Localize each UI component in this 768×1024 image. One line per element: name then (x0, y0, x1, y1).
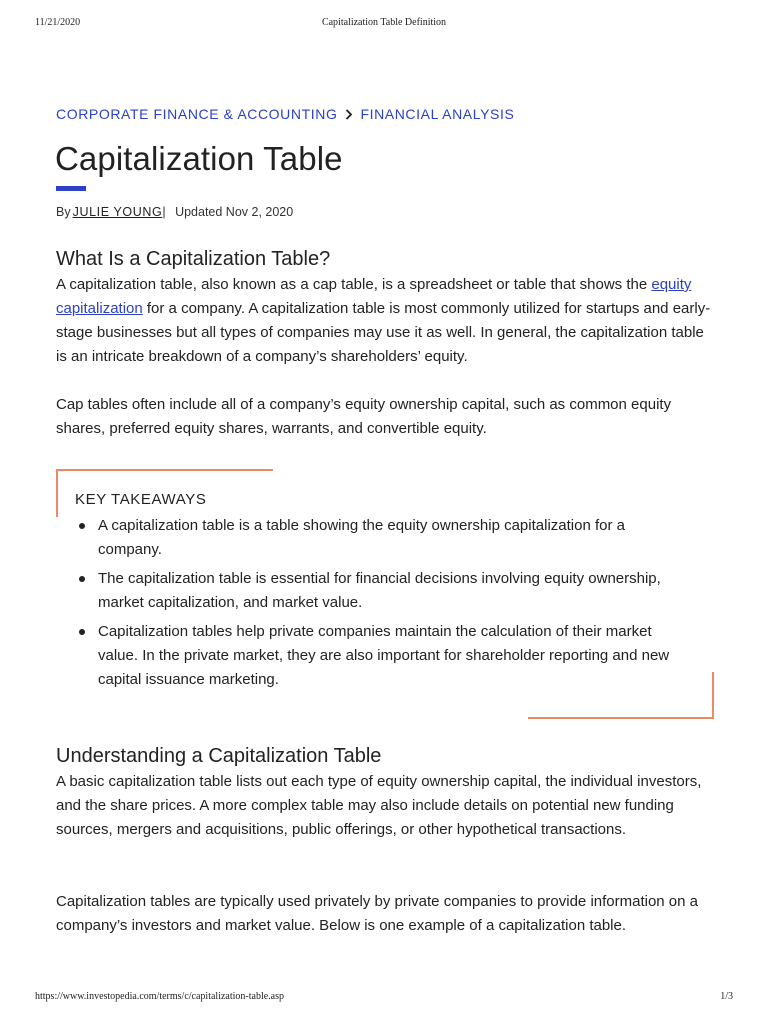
page-number: 1/3 (720, 991, 733, 1002)
list-item-text: Capitalization tables help private companies maintain the calculation of their market value. In the private market, they are also important for shareholder reporting and new capital issuance marketing. (98, 623, 670, 688)
list-item-text: A capitalization table is a table showing the equity ownership capitalization for a company. (98, 517, 625, 558)
section-heading-understanding: Understanding a Capitalization Table (56, 745, 382, 767)
print-url: https://www.investopedia.com/terms/c/capitalization-table.asp (35, 991, 285, 1002)
title-underline (56, 186, 86, 191)
takeaways-border-right (712, 672, 714, 719)
list-item (98, 620, 678, 692)
updated-date: Updated Nov 2, 2020 (175, 205, 294, 219)
section-heading-what-is: What Is a Capitalization Table? (56, 248, 331, 270)
paragraph-basic-table: A basic capitalization table lists out each type of equity ownership capital, the individual investors, and the share prices. A more complex table may also include details on potential new funding sources, mergers and acquisitions, public offerings, or other hypothetical transactions. (56, 773, 702, 838)
byline-divider: | (162, 205, 166, 219)
byline (56, 205, 293, 219)
bullet-icon (79, 576, 85, 582)
takeaways-border-left (56, 469, 58, 517)
print-footer (0, 991, 768, 1005)
paragraph-text: A capitalization table, also known as a cap table, is a spreadsheet or table that shows the (56, 276, 652, 293)
list-item (98, 514, 678, 562)
page-title: Capitalization Table (55, 140, 343, 177)
paragraph-definition (56, 273, 716, 369)
print-date: 11/21/2020 (35, 17, 81, 28)
key-takeaways-list (98, 514, 678, 697)
print-header (0, 17, 768, 31)
takeaways-border-top (56, 469, 273, 471)
author-link[interactable]: JULIE YOUNG (72, 205, 163, 219)
bullet-icon (79, 523, 85, 529)
list-item-text: The capitalization table is essential for financial decisions involving equity ownership, market capitalization, and market value. (98, 570, 661, 611)
breadcrumb-item-financial-analysis[interactable]: FINANCIAL ANALYSIS (360, 106, 515, 122)
paragraph-cap-tables-include: Cap tables often include all of a company’s equity ownership capital, such as common equity shares, preferred equity shares, warrants, and convertible equity. (56, 396, 672, 437)
breadcrumb (56, 106, 514, 122)
paragraph-text: for a company. A capitalization table is most commonly utilized for startups and early-stage businesses but all types of companies may use it as well. In general, the capitalization table is an intricate breakdown of a company’s shareholders’ equity. (56, 300, 711, 365)
print-doc-title: Capitalization Table Definition (321, 17, 447, 28)
breadcrumb-item-corporate-finance[interactable]: CORPORATE FINANCE & ACCOUNTING (56, 106, 338, 122)
equity-capitalization-link[interactable]: equity capitalization (56, 276, 692, 317)
bullet-icon (79, 629, 85, 635)
list-item (98, 567, 678, 615)
byline-prefix: By (56, 205, 71, 219)
takeaways-border-bottom (528, 717, 714, 719)
key-takeaways-title: KEY TAKEAWAYS (75, 491, 207, 508)
paragraph-typical-use: Capitalization tables are typically used privately by private companies to provide information on a company’s investors and market value. Below is one example of a capitalization table. (56, 893, 699, 934)
chevron-right-icon (345, 109, 353, 120)
